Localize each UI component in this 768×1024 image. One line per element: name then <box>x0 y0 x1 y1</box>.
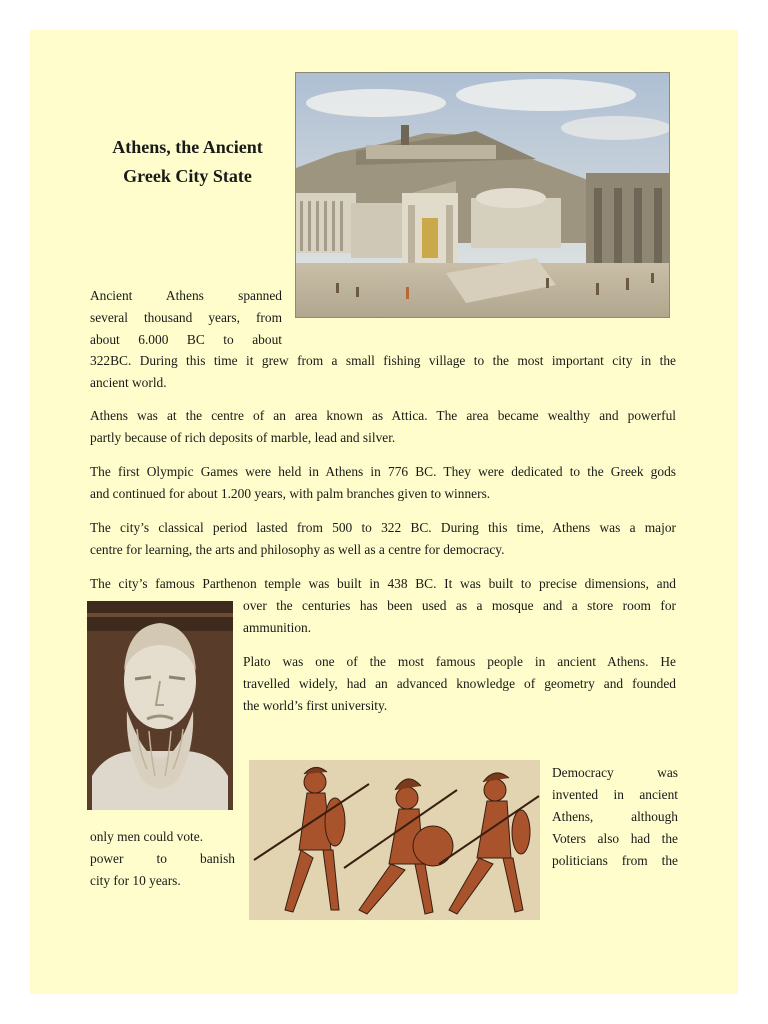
democracy-paragraph-right <box>552 762 678 872</box>
democracy-right-line-2: invented in ancient <box>552 787 678 802</box>
democracy-right-line-3: Athens, although <box>552 809 678 824</box>
classical-paragraph <box>90 517 676 561</box>
title-line-2: Greek City State <box>123 166 252 186</box>
olympic-line-1: The first Olympic Games were held in Athens in 776 BC. They were dedicated to the Greek gods <box>90 464 676 479</box>
greek-warriors-vase-painting <box>249 760 540 920</box>
attica-paragraph <box>90 405 676 449</box>
attica-line-1: Athens was at the centre of an area known as Attica. The area became wealthy and powerful <box>90 408 676 423</box>
democracy-left-line-2: power to banish <box>90 851 235 866</box>
olympic-line-2: and continued for about 1.200 years, with palm branches given to winners. <box>90 486 491 501</box>
intro-line-2: several thousand years, from <box>90 310 282 325</box>
plato-line-2: travelled widely, had an advanced knowledge of geometry and founded <box>243 676 676 691</box>
parthenon-line-3: ammunition. <box>243 620 312 635</box>
attica-line-2: partly because of rich deposits of marble, lead and silver. <box>90 430 396 445</box>
olympic-paragraph <box>90 461 676 505</box>
page-title <box>90 133 285 191</box>
democracy-right-line-5: politicians from the <box>552 853 678 868</box>
classical-line-1: The city’s classical period lasted from 500 to 322 BC. During this time, Athens was a major <box>90 520 676 535</box>
plato-bust-photo <box>87 601 233 810</box>
parthenon-line-2: over the centuries has been used as a mosque and a store room for <box>243 598 676 613</box>
democracy-left-line-3: city for 10 years. <box>90 873 181 888</box>
intro-line-3: about 6.000 BC to about <box>90 332 282 347</box>
democracy-right-line-4: Voters also had the <box>552 831 678 846</box>
parthenon-line-1: The city’s famous Parthenon temple was built in 438 BC. It was built to precise dimensions, and <box>90 576 676 591</box>
democracy-left-line-1: only men could vote. <box>90 829 204 844</box>
intro-paragraph-bottom <box>90 350 676 394</box>
intro-paragraph-top <box>90 285 282 351</box>
plato-line-1: Plato was one of the most famous people in ancient Athens. He <box>243 654 676 669</box>
plato-line-3: the world’s first university. <box>243 698 388 713</box>
parthenon-paragraph-bottom <box>243 595 676 639</box>
intro-line-5: ancient world. <box>90 375 167 390</box>
ancient-athens-illustration <box>295 72 670 318</box>
intro-line-1: Ancient Athens spanned <box>90 288 282 303</box>
plato-paragraph <box>243 651 676 717</box>
parthenon-paragraph-top <box>90 573 676 595</box>
intro-line-4: 322BC. During this time it grew from a small fishing village to the most important city in the <box>90 353 676 368</box>
classical-line-2: centre for learning, the arts and philosophy as well as a centre for democracy. <box>90 542 505 557</box>
democracy-right-line-1: Democracy was <box>552 765 678 780</box>
title-line-1: Athens, the Ancient <box>112 137 263 157</box>
democracy-paragraph-left <box>90 826 235 892</box>
